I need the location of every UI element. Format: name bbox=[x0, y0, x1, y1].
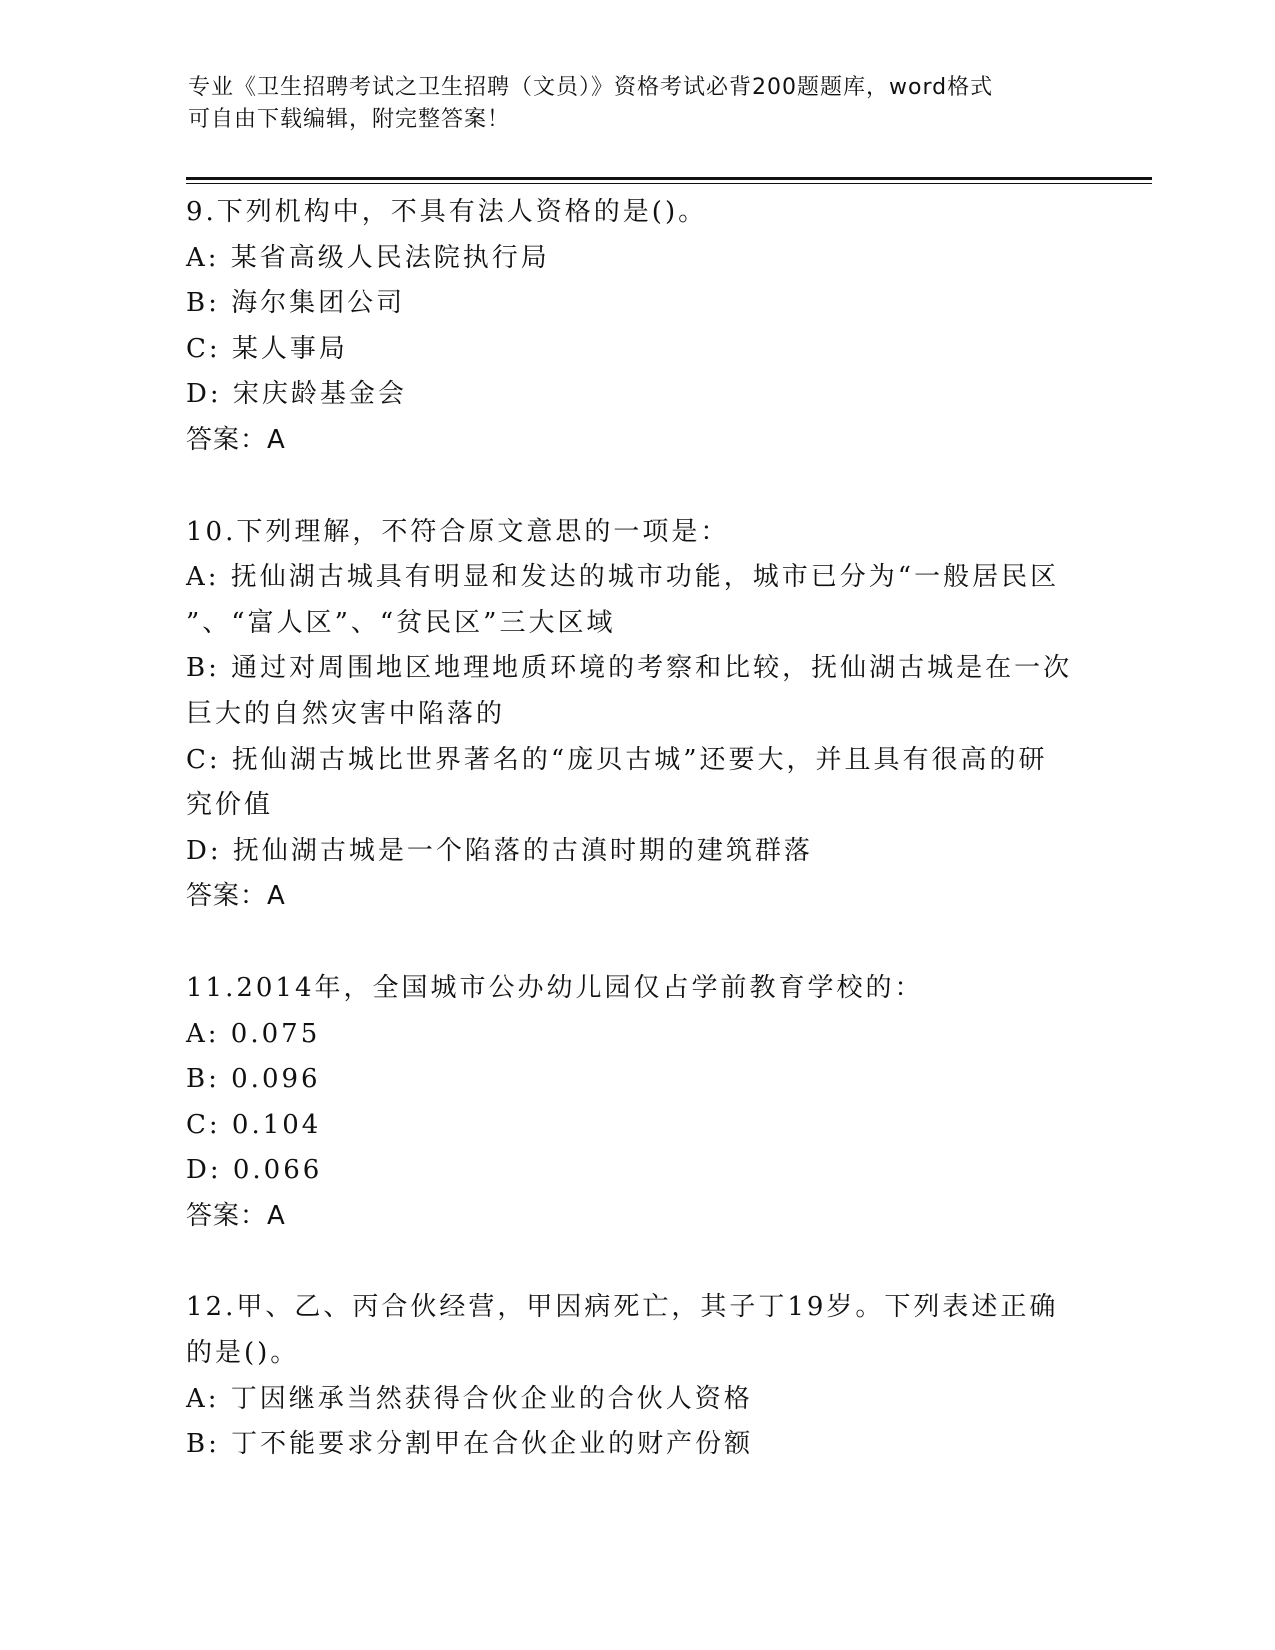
option-b: B: 海尔集团公司 bbox=[186, 288, 406, 319]
option-c: C: 抚仙湖古城比世界著名的“庞贝古城”还要大，并且具有很高的研 bbox=[186, 744, 1048, 775]
header-title-line-2: 可自由下载编辑，附完整答案！ bbox=[188, 107, 511, 132]
option-c: C: 某人事局 bbox=[186, 333, 348, 364]
option-a: A: 丁因继承当然获得合伙企业的合伙人资格 bbox=[186, 1383, 753, 1414]
option-b: B: 丁不能要求分割甲在合伙企业的财产份额 bbox=[186, 1429, 754, 1460]
spacer bbox=[186, 1239, 1086, 1285]
question-stem: 11.2014年，全国城市公办幼儿园仅占学前教育学校的： bbox=[186, 972, 924, 1003]
spacer bbox=[186, 920, 1086, 966]
option-c: C: 0.104 bbox=[186, 1109, 322, 1140]
spacer bbox=[186, 464, 1086, 510]
question-10 bbox=[186, 510, 1086, 920]
option-b-continued: 巨大的自然灾害中陷落的 bbox=[186, 698, 506, 729]
option-a: A: 抚仙湖古城具有明显和发达的城市功能，城市已分为“一般居民区 bbox=[186, 562, 1060, 593]
option-b: B: 0.096 bbox=[186, 1064, 321, 1095]
question-12 bbox=[186, 1285, 1086, 1467]
option-a: A: 0.075 bbox=[186, 1018, 321, 1049]
header-divider-thin bbox=[186, 183, 1152, 184]
question-11 bbox=[186, 966, 1086, 1240]
question-9 bbox=[186, 190, 1086, 464]
option-b: B: 通过对周围地区地理地质环境的考察和比较，抚仙湖古城是在一次 bbox=[186, 653, 1073, 684]
document-header bbox=[188, 72, 1068, 136]
question-stem: 9.下列机构中，不具有法人资格的是()。 bbox=[186, 197, 708, 227]
header-title-line-1: 专业《卫生招聘考试之卫生招聘（文员）》资格考试必背200题题库，word格式 bbox=[188, 75, 994, 100]
answer-line: 答案：A bbox=[186, 1200, 286, 1231]
header-divider-thick bbox=[186, 177, 1152, 180]
answer-line: 答案：A bbox=[186, 424, 286, 455]
answer-line: 答案：A bbox=[186, 881, 286, 912]
option-d: D: 抚仙湖古城是一个陷落的古滇时期的建筑群落 bbox=[186, 835, 813, 866]
question-list bbox=[186, 190, 1086, 1468]
option-a: A: 某省高级人民法院执行局 bbox=[186, 242, 550, 273]
question-stem: 10.下列理解，不符合原文意思的一项是： bbox=[186, 516, 730, 547]
question-stem-continued: 的是()。 bbox=[186, 1338, 300, 1369]
question-stem: 12.甲、乙、丙合伙经营，甲因病死亡，其子丁19岁。下列表述正确 bbox=[186, 1292, 1059, 1323]
option-d: D: 宋庆龄基金会 bbox=[186, 379, 407, 410]
option-a-continued: ”、“富人区”、“贫民区”三大区域 bbox=[186, 607, 616, 638]
option-c-continued: 究价值 bbox=[186, 790, 274, 821]
option-d: D: 0.066 bbox=[186, 1155, 323, 1186]
